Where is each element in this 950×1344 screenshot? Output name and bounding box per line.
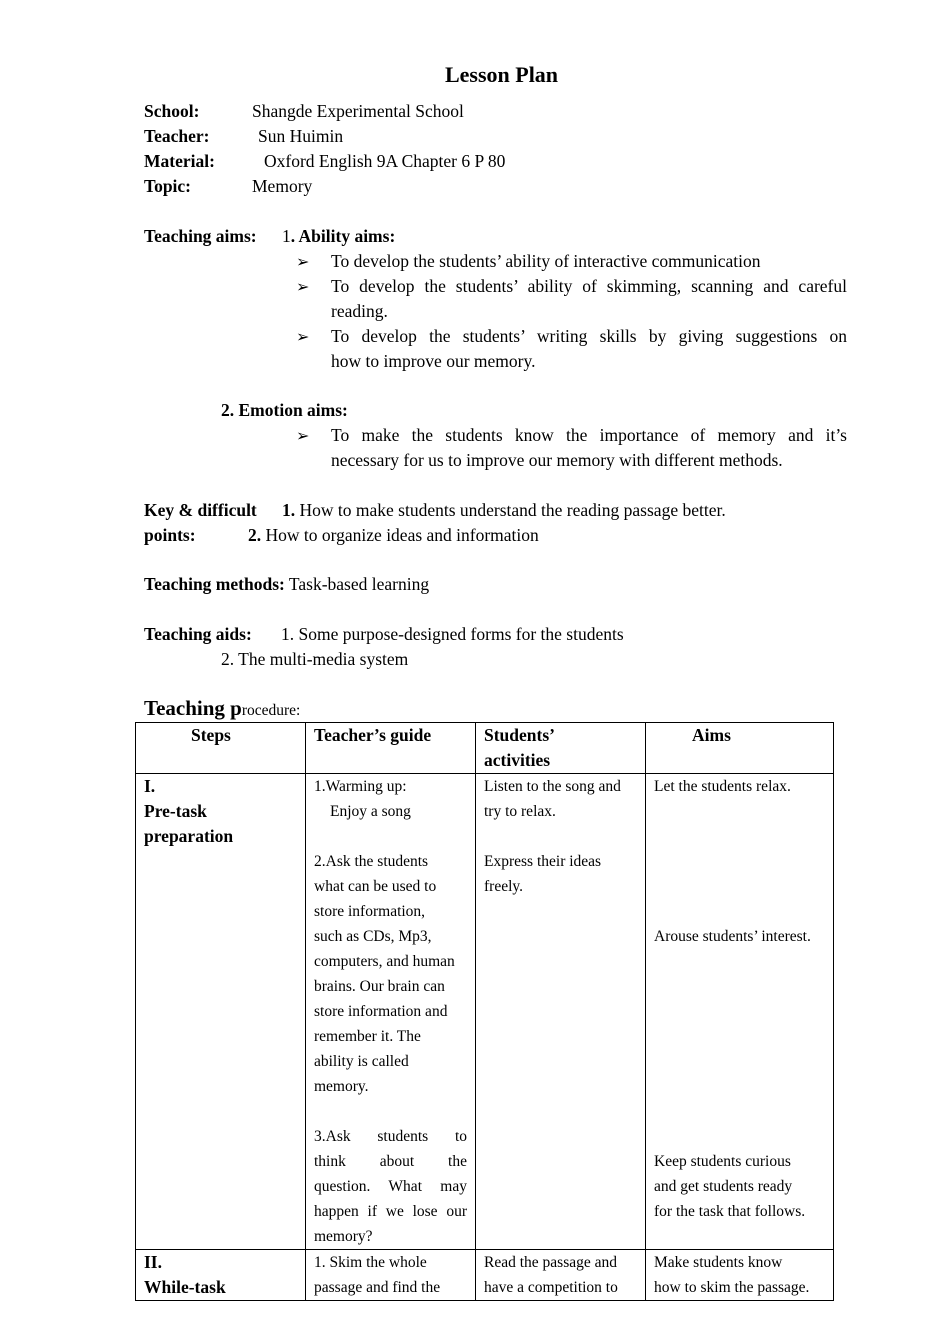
teaching-aid-2: 2. The multi-media system bbox=[221, 649, 409, 669]
ability-aim-3-line2: how to improve our memory. bbox=[331, 351, 536, 371]
topic-value: Memory bbox=[252, 176, 313, 196]
teacher-value: Sun Huimin bbox=[258, 126, 344, 146]
ability-aim-3-line1: To develop the students’ writing skills by giving suggestions on bbox=[331, 326, 847, 346]
row2-step: II. While-task bbox=[136, 1250, 306, 1301]
teaching-aids-label: Teaching aids: bbox=[144, 624, 252, 644]
bullet-arrow-icon: ➢ bbox=[296, 329, 310, 346]
ability-aim-1: To develop the students’ ability of interactive communication bbox=[331, 251, 761, 271]
header-students-activities: Students’ activities bbox=[476, 723, 646, 774]
key-points-label: Key & difficult bbox=[144, 500, 257, 520]
key-point-1: 1. How to make students understand the reading passage better. bbox=[282, 500, 726, 520]
header-teachers-guide: Teacher’s guide bbox=[306, 723, 476, 774]
school-value: Shangde Experimental School bbox=[252, 101, 464, 121]
material-label: Material: bbox=[144, 151, 215, 171]
bullet-arrow-icon: ➢ bbox=[296, 428, 310, 445]
table-row bbox=[136, 774, 834, 1250]
ability-aims-heading: 1. Ability aims: bbox=[282, 226, 396, 246]
page-title: Lesson Plan bbox=[444, 62, 559, 87]
key-point-2: 2. How to organize ideas and information bbox=[248, 525, 539, 545]
topic-label: Topic: bbox=[144, 176, 192, 196]
material-value: Oxford English 9A Chapter 6 P 80 bbox=[264, 151, 506, 171]
ability-aim-2-line2: reading. bbox=[331, 301, 388, 321]
emotion-aim-line2: necessary for us to improve our memory with different methods. bbox=[331, 450, 783, 470]
table-row bbox=[136, 1250, 834, 1301]
row1-aims: Let the students relax. Arouse students’ interest. Keep students curious and get students ready for the task that follows. bbox=[646, 774, 834, 1250]
teaching-aims-label: Teaching aims: bbox=[144, 226, 257, 246]
bullet-arrow-icon: ➢ bbox=[296, 254, 310, 271]
teacher-label: Teacher: bbox=[144, 126, 210, 146]
key-points-label-2: points: bbox=[144, 525, 196, 545]
ability-aim-2-line1: To develop the students’ ability of skimming, scanning and careful bbox=[331, 276, 847, 296]
row1-students-activities: Listen to the song and try to relax. Express their ideas freely. bbox=[476, 774, 646, 1250]
emotion-aim-line1: To make the students know the importance of memory and it’s bbox=[331, 425, 847, 445]
teaching-aid-1: 1. Some purpose-designed forms for the students bbox=[281, 624, 624, 644]
table-header-row bbox=[136, 723, 834, 774]
teaching-methods: Teaching methods: Task-based learning bbox=[144, 574, 430, 594]
row1-teachers-guide: 1.Warming up: Enjoy a song 2.Ask the students what can be used to store information, such as CDs, Mp3, computers, and human brains. Our brain can store information and remember it. The ability is called memory. 3.Ask students to think about the question. What may happen if we lose our memory? bbox=[306, 774, 476, 1250]
procedure-table bbox=[135, 722, 834, 1301]
row1-step: I. Pre-task preparation bbox=[136, 774, 306, 1250]
row2-teachers-guide: 1. Skim the whole passage and find the bbox=[306, 1250, 476, 1301]
emotion-aims-heading: 2. Emotion aims: bbox=[221, 400, 348, 420]
procedure-heading: Teaching procedure: bbox=[144, 696, 301, 720]
bullet-arrow-icon: ➢ bbox=[296, 279, 310, 296]
row2-students-activities: Read the passage and have a competition to bbox=[476, 1250, 646, 1301]
school-label: School: bbox=[144, 101, 200, 121]
row2-aims: Make students know how to skim the passage. bbox=[646, 1250, 834, 1301]
header-aims: Aims bbox=[646, 723, 834, 774]
header-steps: Steps bbox=[136, 723, 306, 774]
